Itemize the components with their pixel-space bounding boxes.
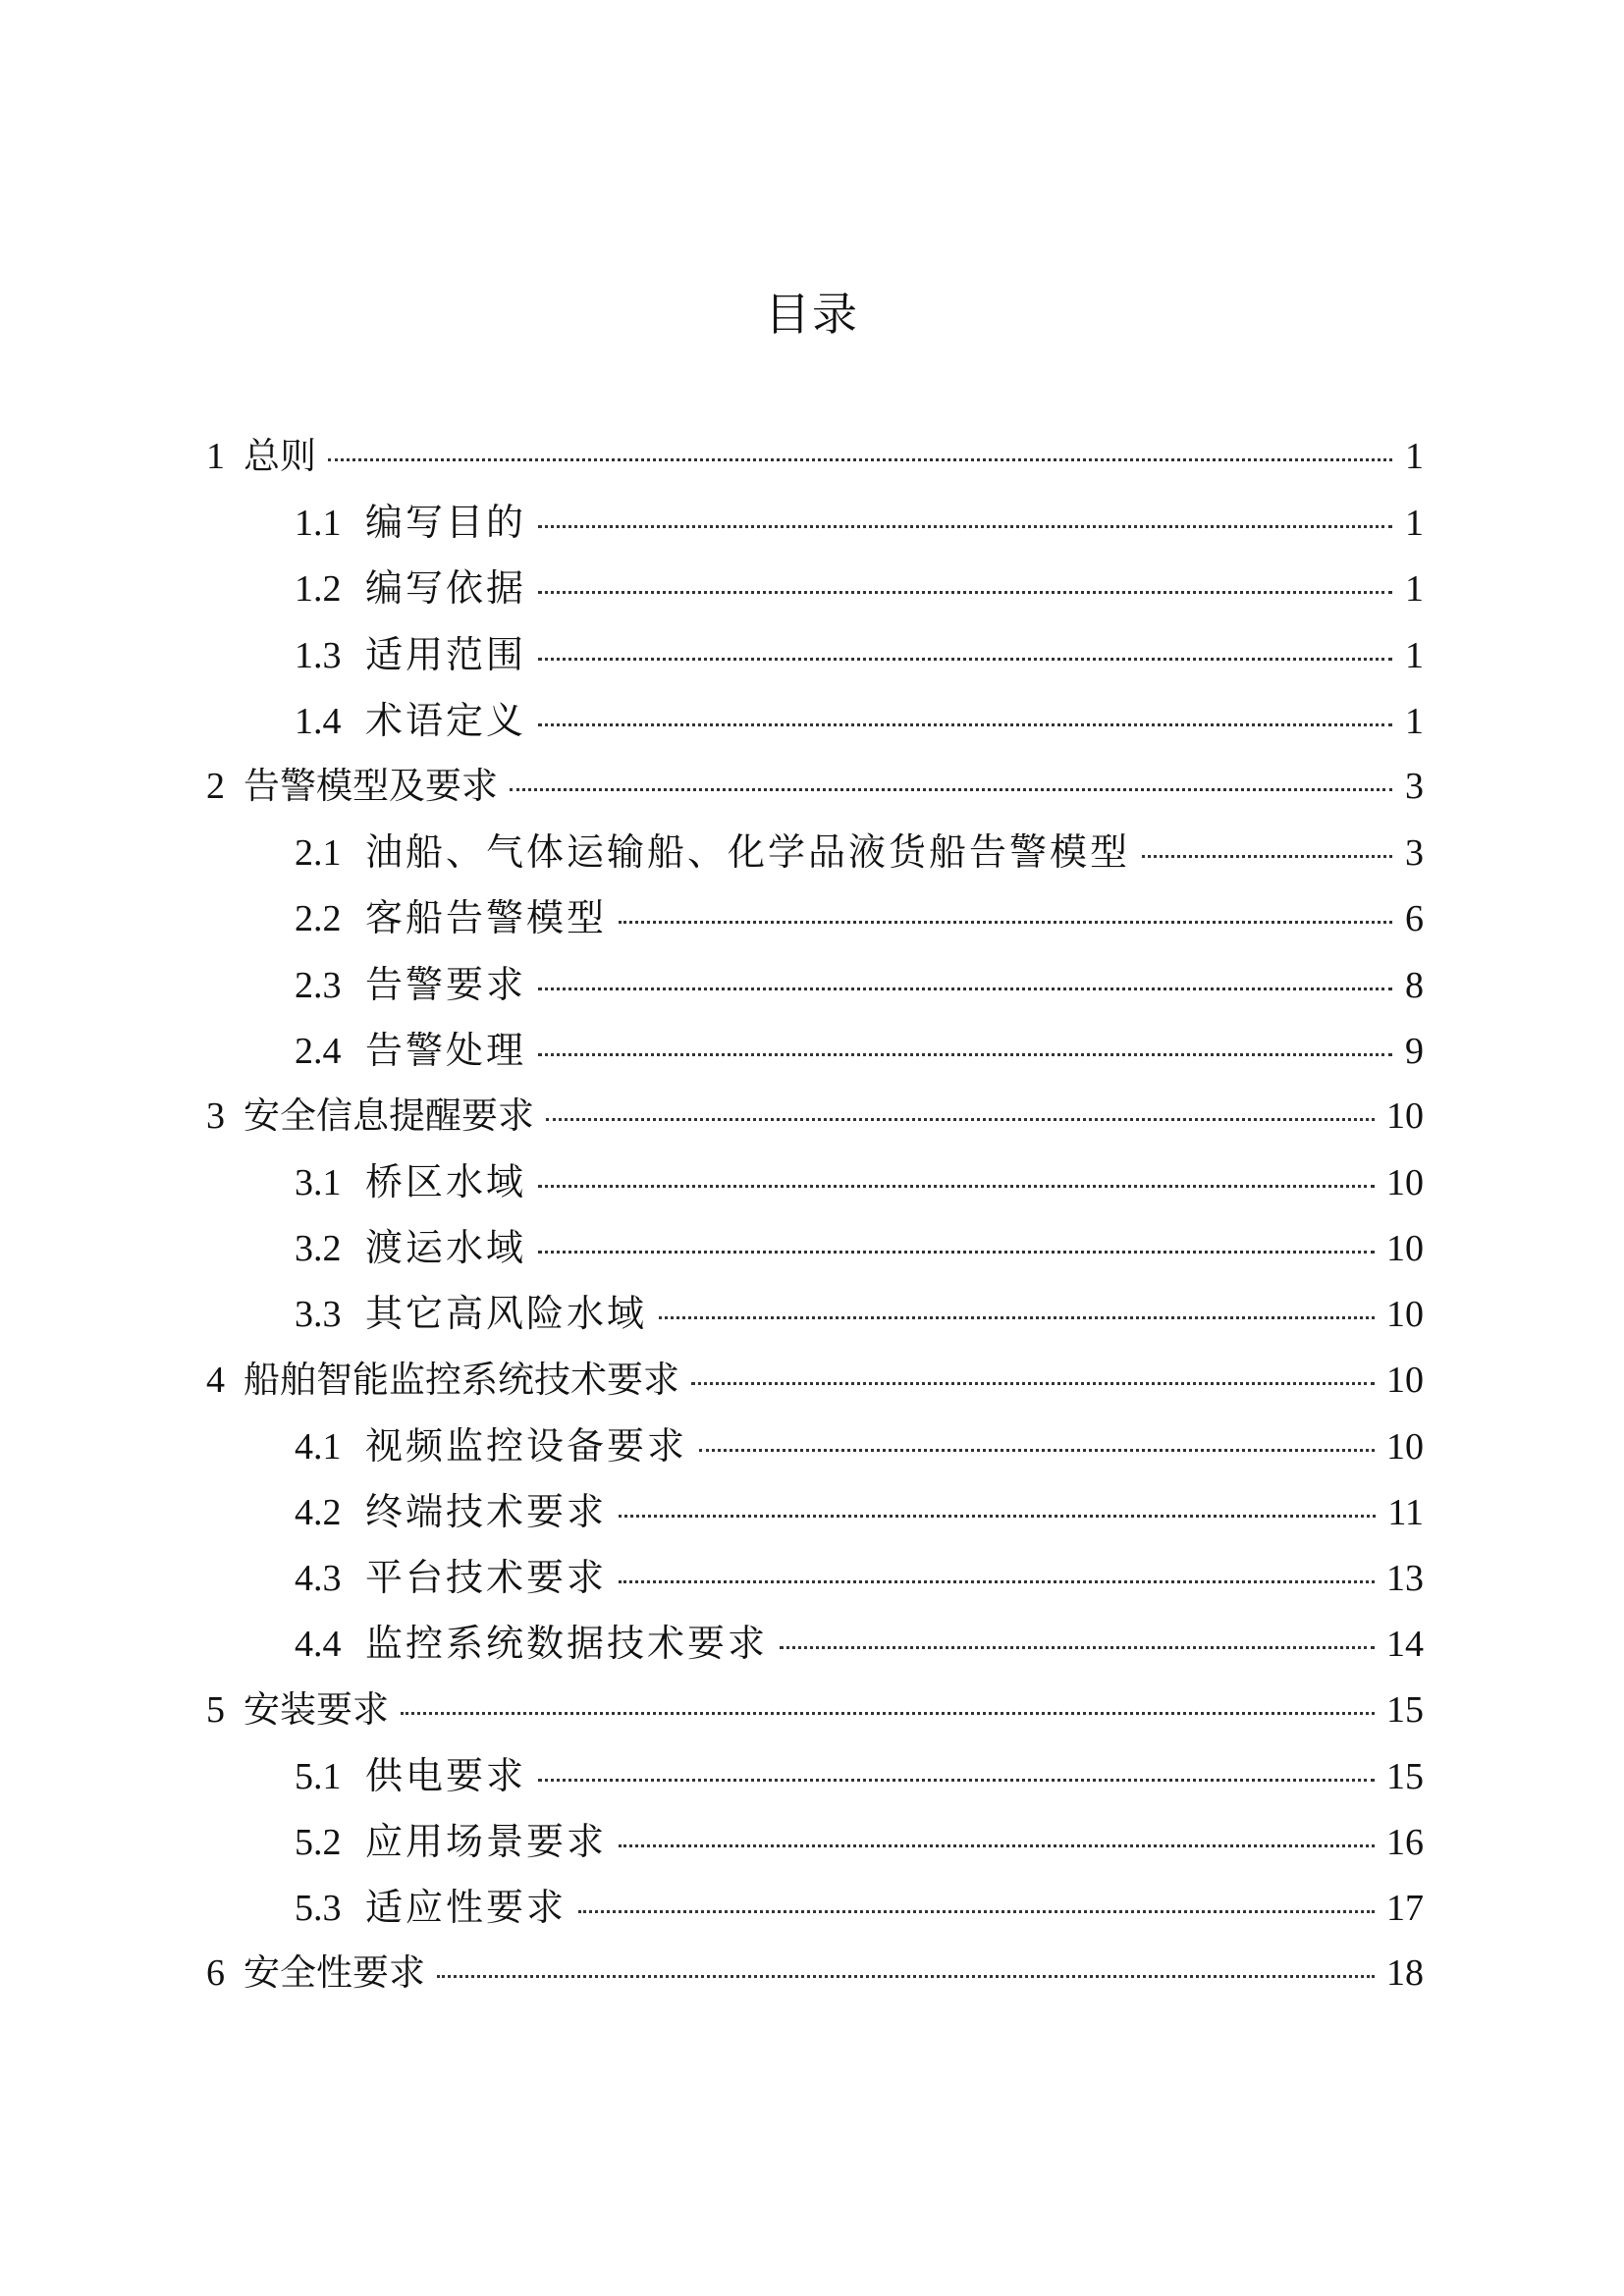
toc-entry-number: 5 bbox=[206, 1688, 225, 1731]
dot-leader bbox=[1142, 855, 1392, 858]
toc-entry-page-number: 13 bbox=[1386, 1558, 1424, 1600]
toc-entry-page-number: 14 bbox=[1386, 1624, 1424, 1666]
toc-entry-page-number: 3 bbox=[1405, 832, 1424, 875]
toc-chapter-entry[interactable] bbox=[206, 1350, 1424, 1415]
toc-entry-label: 其它高风险水域 bbox=[365, 1292, 648, 1336]
toc-entry-page-number: 17 bbox=[1386, 1888, 1424, 1930]
toc-entry-label: 总则 bbox=[244, 435, 316, 477]
dot-leader bbox=[538, 723, 1392, 726]
toc-entry-number: 2.4 bbox=[295, 1030, 342, 1072]
dot-leader bbox=[619, 921, 1392, 924]
toc-entry-number: 5.3 bbox=[295, 1888, 342, 1930]
toc-entry-page-number: 10 bbox=[1386, 1294, 1424, 1336]
toc-entry-label: 适用范围 bbox=[365, 632, 527, 676]
toc-section-entry[interactable] bbox=[206, 1613, 1424, 1679]
toc-entry-label: 告警处理 bbox=[365, 1028, 527, 1072]
toc-entry-number: 5.1 bbox=[295, 1755, 342, 1797]
toc-entry-page-number: 6 bbox=[1405, 898, 1424, 940]
toc-section-entry[interactable] bbox=[206, 1811, 1424, 1877]
dot-leader bbox=[659, 1316, 1375, 1319]
toc-chapter-entry[interactable] bbox=[206, 1086, 1424, 1151]
toc-section-entry[interactable] bbox=[206, 558, 1424, 623]
toc-entry-number: 4.3 bbox=[295, 1558, 342, 1600]
toc-chapter-entry[interactable] bbox=[206, 1680, 1424, 1745]
toc-entry-label: 船舶智能监控系统技术要求 bbox=[244, 1358, 679, 1401]
toc-section-entry[interactable] bbox=[206, 1481, 1424, 1547]
toc-entry-label: 视频监控设备要求 bbox=[365, 1423, 688, 1468]
toc-entry-page-number: 10 bbox=[1386, 1162, 1424, 1204]
toc-entry-number: 4 bbox=[206, 1359, 225, 1401]
toc-entry-page-number: 15 bbox=[1386, 1688, 1424, 1731]
toc-entry-page-number: 10 bbox=[1386, 1359, 1424, 1401]
toc-entry-page-number: 10 bbox=[1386, 1095, 1424, 1137]
toc-entry-label: 告警要求 bbox=[365, 962, 527, 1006]
toc-section-entry[interactable] bbox=[206, 1877, 1424, 1943]
toc-entry-label: 终端技术要求 bbox=[365, 1490, 608, 1533]
toc-entry-number: 4.4 bbox=[295, 1624, 342, 1666]
toc-chapter-entry[interactable] bbox=[206, 426, 1424, 492]
toc-entry-label: 安装要求 bbox=[244, 1687, 389, 1731]
toc-entry-number: 2.3 bbox=[295, 964, 342, 1006]
toc-entry-number: 3 bbox=[206, 1095, 225, 1137]
toc-section-entry[interactable] bbox=[206, 1217, 1424, 1283]
toc-section-entry[interactable] bbox=[206, 1283, 1424, 1349]
toc-entry-label: 适应性要求 bbox=[365, 1886, 568, 1930]
dot-leader bbox=[538, 525, 1392, 528]
toc-entry-page-number: 10 bbox=[1386, 1425, 1424, 1468]
dot-leader bbox=[619, 1844, 1375, 1847]
toc-entry-page-number: 1 bbox=[1405, 568, 1424, 611]
toc-entry-number: 3.3 bbox=[295, 1294, 342, 1336]
dot-leader bbox=[510, 788, 1392, 791]
toc-section-entry[interactable] bbox=[206, 1020, 1424, 1086]
page-title: 目录 bbox=[765, 288, 859, 341]
toc-section-entry[interactable] bbox=[206, 954, 1424, 1020]
toc-entry-page-number: 1 bbox=[1405, 436, 1424, 477]
dot-leader bbox=[538, 988, 1392, 990]
toc-entry-number: 1.2 bbox=[295, 568, 342, 611]
toc-entry-page-number: 10 bbox=[1386, 1228, 1424, 1270]
toc-entry-number: 1.4 bbox=[295, 700, 342, 742]
dot-leader bbox=[401, 1712, 1375, 1715]
toc-section-entry[interactable] bbox=[206, 690, 1424, 756]
toc-entry-page-number: 8 bbox=[1405, 964, 1424, 1006]
toc-entry-number: 2.2 bbox=[295, 898, 342, 940]
toc-entry-number: 3.1 bbox=[295, 1162, 342, 1204]
toc-entry-label: 安全信息提醒要求 bbox=[244, 1094, 534, 1137]
toc-entry-page-number: 1 bbox=[1405, 503, 1424, 545]
toc-entry-number: 4.1 bbox=[295, 1425, 342, 1468]
toc-section-entry[interactable] bbox=[206, 492, 1424, 558]
toc-entry-page-number: 9 bbox=[1405, 1030, 1424, 1072]
dot-leader bbox=[538, 1779, 1375, 1782]
dot-leader bbox=[538, 1251, 1375, 1254]
dot-leader bbox=[619, 1515, 1376, 1518]
toc-entry-label: 告警模型及要求 bbox=[244, 764, 498, 807]
toc-entry-label: 编写目的 bbox=[365, 501, 527, 545]
toc-entry-label: 编写依据 bbox=[365, 566, 527, 611]
dot-leader bbox=[437, 1975, 1375, 1978]
toc-section-entry[interactable] bbox=[206, 1151, 1424, 1217]
dot-leader bbox=[538, 658, 1392, 661]
toc-entry-page-number: 18 bbox=[1386, 1952, 1424, 1995]
toc-section-entry[interactable] bbox=[206, 887, 1424, 953]
dot-leader bbox=[619, 1580, 1375, 1583]
toc-entry-label: 平台技术要求 bbox=[365, 1556, 608, 1600]
toc-entry-label: 安全性要求 bbox=[244, 1951, 425, 1995]
toc-entry-page-number: 1 bbox=[1405, 700, 1424, 742]
toc-entry-number: 5.2 bbox=[295, 1821, 342, 1863]
toc-entry-number: 3.2 bbox=[295, 1228, 342, 1270]
dot-leader bbox=[691, 1382, 1375, 1385]
toc-entry-page-number: 3 bbox=[1405, 765, 1424, 807]
toc-entry-number: 2 bbox=[206, 765, 225, 807]
dot-leader bbox=[780, 1646, 1375, 1649]
dot-leader bbox=[538, 1185, 1375, 1188]
dot-leader bbox=[538, 1053, 1392, 1056]
toc-entry-number: 4.2 bbox=[295, 1492, 342, 1533]
toc-entry-page-number: 1 bbox=[1405, 634, 1424, 676]
dot-leader bbox=[546, 1118, 1375, 1121]
toc-entry-label: 监控系统数据技术要求 bbox=[365, 1622, 769, 1666]
toc-entry-number: 1.3 bbox=[295, 634, 342, 676]
toc-entry-page-number: 16 bbox=[1386, 1821, 1424, 1863]
dot-leader bbox=[578, 1910, 1375, 1913]
toc-section-entry[interactable] bbox=[206, 1547, 1424, 1613]
toc-entry-number: 6 bbox=[206, 1952, 225, 1995]
toc-entry-number: 2.1 bbox=[295, 832, 342, 875]
dot-leader bbox=[538, 591, 1392, 594]
toc-section-entry[interactable] bbox=[206, 822, 1424, 887]
toc-entry-label: 术语定义 bbox=[365, 698, 527, 742]
toc-chapter-entry[interactable] bbox=[206, 1943, 1424, 2008]
toc-entry-label: 桥区水域 bbox=[365, 1160, 527, 1204]
table-of-contents bbox=[206, 426, 1424, 2009]
toc-entry-number: 1 bbox=[206, 436, 225, 477]
toc-section-entry[interactable] bbox=[206, 1415, 1424, 1481]
toc-entry-number: 1.1 bbox=[295, 503, 342, 545]
toc-chapter-entry[interactable] bbox=[206, 756, 1424, 822]
toc-entry-page-number: 15 bbox=[1386, 1755, 1424, 1797]
toc-entry-label: 应用场景要求 bbox=[365, 1819, 608, 1863]
toc-entry-label: 客船告警模型 bbox=[365, 896, 608, 940]
toc-entry-label: 油船、气体运输船、化学品液货船告警模型 bbox=[365, 830, 1131, 875]
toc-entry-label: 渡运水域 bbox=[365, 1226, 527, 1270]
dot-leader bbox=[328, 458, 1392, 461]
toc-section-entry[interactable] bbox=[206, 1745, 1424, 1811]
toc-entry-label: 供电要求 bbox=[365, 1753, 527, 1797]
toc-entry-page-number: 11 bbox=[1387, 1492, 1424, 1533]
toc-section-entry[interactable] bbox=[206, 624, 1424, 690]
dot-leader bbox=[699, 1449, 1375, 1452]
